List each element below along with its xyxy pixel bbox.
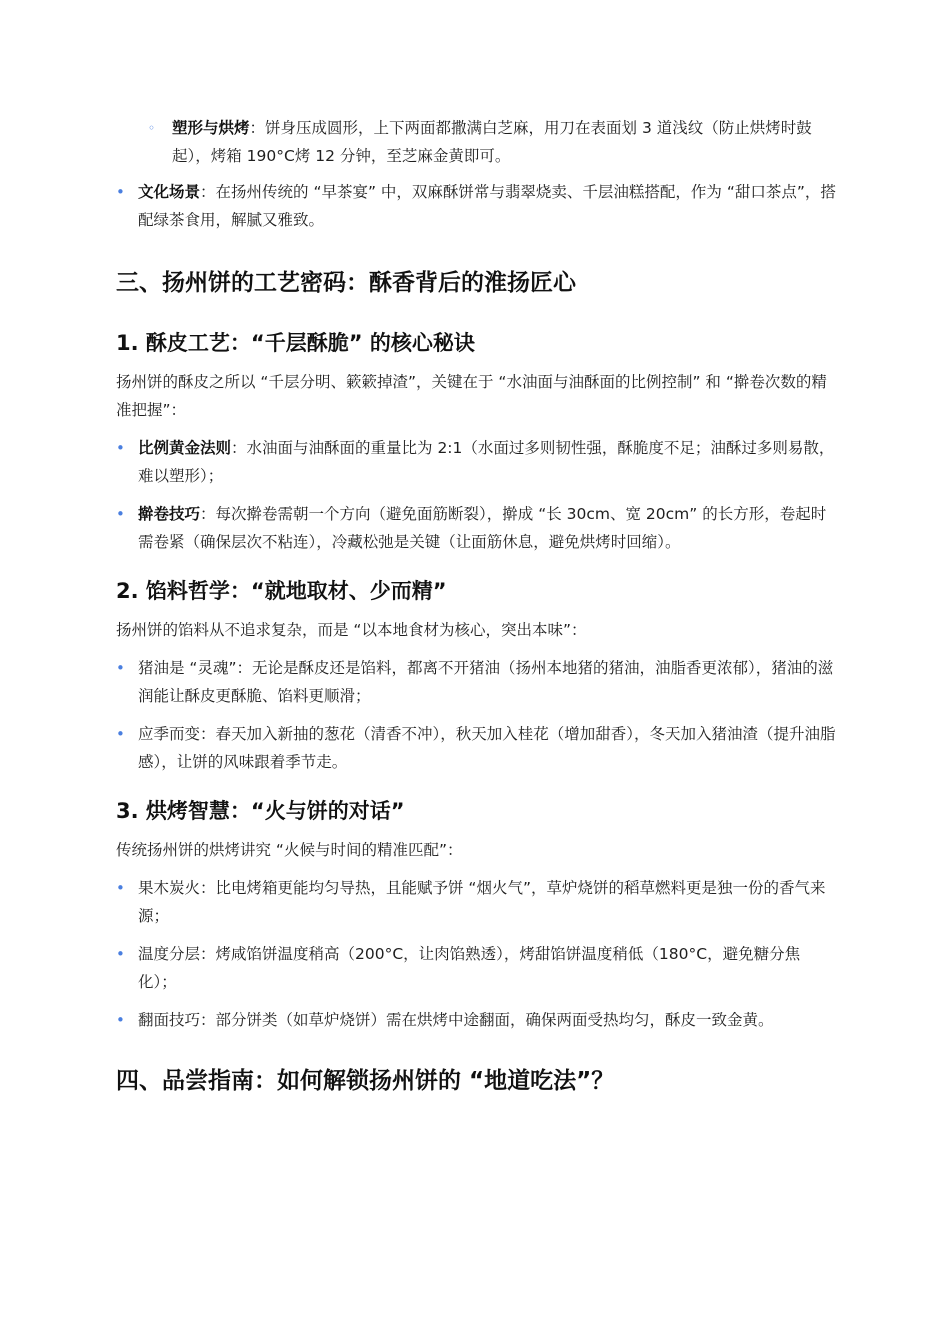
item-label: 擀卷技巧 xyxy=(138,505,201,523)
item-text: 温度分层：烤咸馅饼温度稍高（200°C，让肉馅熟透），烤甜馅饼温度稍低（180°C，避免糖分焦化）； xyxy=(138,945,801,991)
item-text: ：水油面与油酥面的重量比为 2:1（水面过多则韧性强，酥脆度不足；油酥过多则易散，难以塑形）； xyxy=(138,439,835,485)
bullet-icon: • xyxy=(116,183,125,201)
bullet-icon: • xyxy=(116,1011,125,1029)
paragraph: 扬州饼的馅料从不追求复杂，而是 “以本地食材为核心，突出本味”： xyxy=(116,621,587,639)
list-item xyxy=(116,654,838,710)
item-text: 翻面技巧：部分饼类（如草炉烧饼）需在烘烤中途翻面，确保两面受热均匀，酥皮一致金黄。 xyxy=(138,1011,774,1029)
item-label: 文化场景 xyxy=(138,183,201,201)
list-item xyxy=(116,500,838,556)
list-item xyxy=(116,434,838,490)
bullet-icon: • xyxy=(116,945,125,963)
bullet-icon: • xyxy=(116,659,125,677)
subsection-heading: 2. 馅料哲学：“就地取材、少而精” xyxy=(116,579,447,603)
paragraph: 传统扬州饼的烘烤讲究 “火候与时间的精准匹配”： xyxy=(116,841,463,859)
list-item xyxy=(116,1006,838,1034)
item-text: 果木炭火：比电烤箱更能均匀导热，且能赋予饼 “烟火气”，草炉烧饼的稻草燃料更是独一份的香气来源； xyxy=(138,879,826,925)
document-content xyxy=(116,114,838,1098)
item-text: ：每次擀卷需朝一个方向（避免面筋断裂），擀成 “长 30cm、宽 20cm” 的长方形，卷起时需卷紧（确保层次不粘连），冷藏松弛是关键（让面筋休息，避免烘烤时回缩）。 xyxy=(138,505,827,551)
section-heading: 四、品尝指南：如何解锁扬州饼的 “地道吃法”？ xyxy=(116,1068,615,1094)
list-item xyxy=(116,874,838,930)
list-item xyxy=(116,720,838,776)
subsection-heading: 1. 酥皮工艺：“千层酥脆” 的核心秘诀 xyxy=(116,331,475,355)
item-text: ：在扬州传统的 “早茶宴” 中，双麻酥饼常与翡翠烧卖、千层油糕搭配，作为 “甜口茶点”，搭配绿茶食用，解腻又雅致。 xyxy=(138,183,836,229)
section-heading: 三、扬州饼的工艺密码：酥香背后的淮扬匠心 xyxy=(116,270,576,296)
item-text: 猪油是 “灵魂”：无论是酥皮还是馅料，都离不开猪油（扬州本地猪的猪油，油脂香更浓郁），猪油的滋润能让酥皮更酥脆、馅料更顺滑； xyxy=(138,659,834,705)
bullet-icon: • xyxy=(116,879,125,897)
list-item xyxy=(116,178,838,234)
list-item xyxy=(116,940,838,996)
item-label: 比例黄金法则 xyxy=(138,439,232,457)
paragraph: 扬州饼的酥皮之所以 “千层分明、簌簌掉渣”，关键在于 “水油面与油酥面的比例控制” 和 “擀卷次数的精准把握”： xyxy=(116,373,827,419)
bullet-icon: • xyxy=(116,505,125,523)
item-text: 应季而变：春天加入新抽的葱花（清香不冲），秋天加入桂花（增加甜香），冬天加入猪油渣（提升油脂感），让饼的风味跟着季节走。 xyxy=(138,725,836,771)
hollow-bullet-icon: ◦ xyxy=(148,121,156,135)
item-label: 塑形与烘烤 xyxy=(172,119,250,137)
list-item xyxy=(148,114,838,170)
bullet-icon: • xyxy=(116,725,125,743)
subsection-heading: 3. 烘烤智慧：“火与饼的对话” xyxy=(116,799,405,823)
bullet-icon: • xyxy=(116,439,125,457)
item-text: ：饼身压成圆形，上下两面都撒满白芝麻，用刀在表面划 3 道浅纹（防止烘烤时鼓起），烤箱 190°C烤 12 分钟，至芝麻金黄即可。 xyxy=(172,119,812,165)
